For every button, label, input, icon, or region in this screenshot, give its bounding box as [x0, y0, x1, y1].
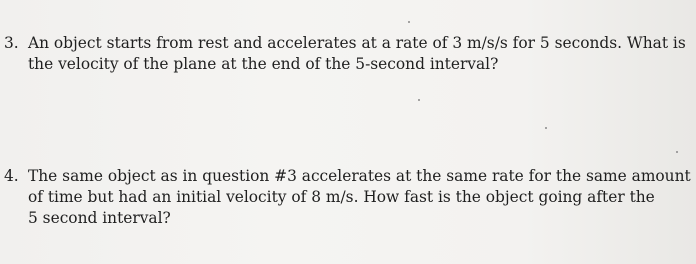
question-3-text-line-1: An object starts from rest and accelerates at a rate of 3 m/s/s for 5 seconds. What is	[28, 34, 686, 52]
question-3-text-line-2: the velocity of the plane at the end of the 5-second interval?	[28, 55, 499, 73]
question-4	[4, 166, 691, 229]
question-3-line-1	[4, 33, 684, 54]
paper-speck	[676, 151, 678, 153]
question-4-text-line-3: 5 second interval?	[28, 209, 171, 227]
question-4-number: 4.	[4, 167, 19, 185]
question-3-number: 3.	[4, 34, 19, 52]
paper-speck	[408, 21, 410, 23]
question-4-text-line-2: of time but had an initial velocity of 8 m/s. How fast is the object going after the	[28, 188, 655, 206]
question-4-line-1	[4, 166, 691, 187]
question-4-text-line-1: The same object as in question #3 accelerates at the same rate for the same amount	[28, 167, 691, 185]
paper-speck	[418, 99, 420, 101]
paper-speck	[545, 127, 547, 129]
question-3	[4, 33, 684, 75]
